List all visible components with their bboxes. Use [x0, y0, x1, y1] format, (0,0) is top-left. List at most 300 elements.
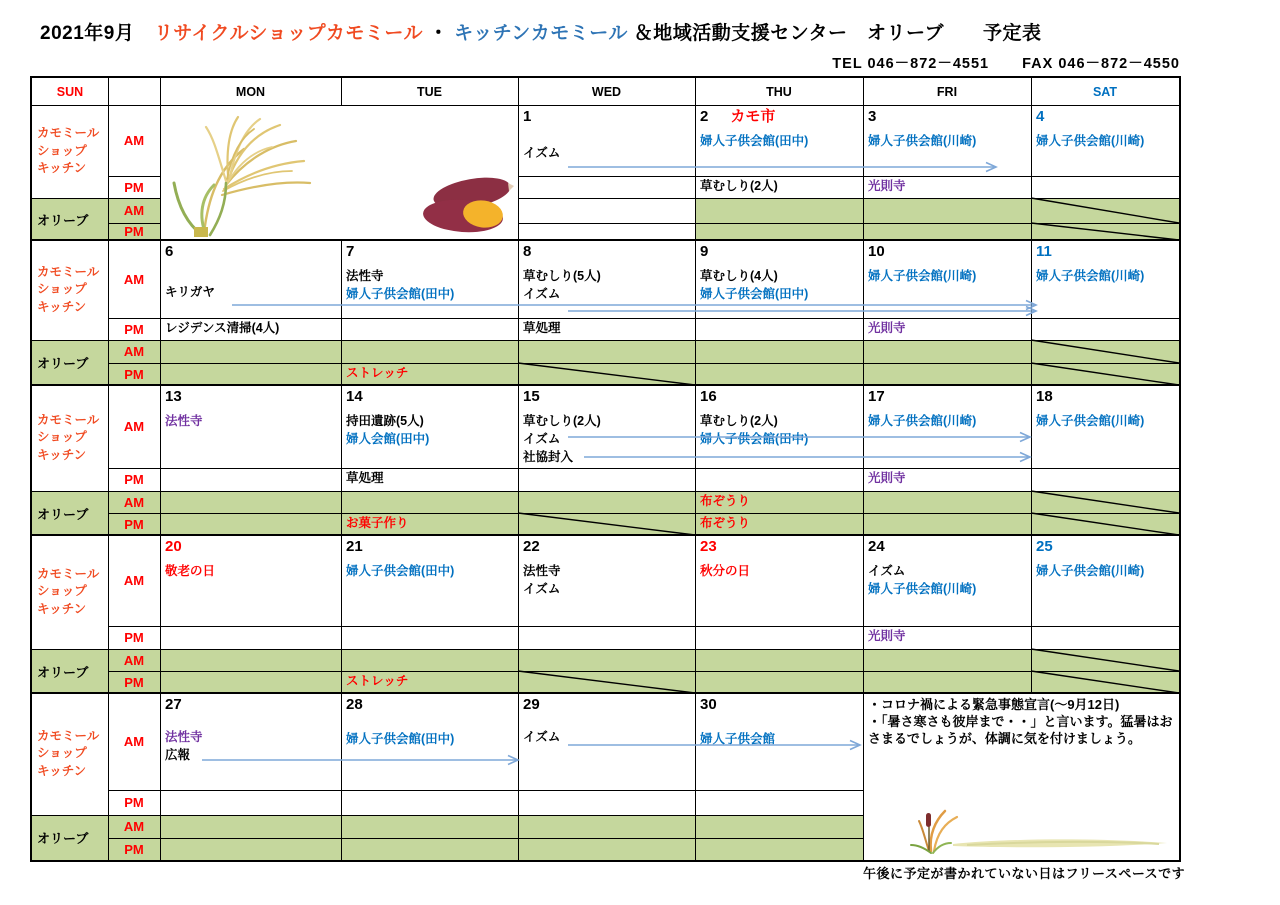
pm-label-cell: PM	[124, 321, 144, 337]
olive-am-cell	[341, 815, 518, 838]
olive-am-label-cell: AM	[108, 815, 160, 838]
olive-pm-cell	[341, 838, 518, 860]
date-number	[518, 105, 695, 126]
date-value: 28	[346, 696, 363, 713]
shop-label-line: カモミール	[37, 728, 100, 743]
event-text: イズム	[523, 432, 561, 446]
grid-line	[32, 649, 160, 650]
event-text: 法性寺	[523, 564, 561, 578]
grid-line	[160, 78, 161, 860]
event-text: 敬老の日	[165, 564, 216, 578]
day-header-cell: MON	[235, 84, 266, 99]
olive-pm-cell	[695, 838, 863, 860]
day-am-cell	[518, 535, 695, 626]
event-text: イズム	[523, 146, 561, 160]
event-text: 婦人子供会館(川崎)	[868, 134, 977, 148]
event-text: 婦人子供会館(川崎)	[868, 582, 977, 596]
grid-line	[160, 626, 1179, 627]
day-am-cell	[160, 385, 341, 468]
date-number	[1031, 535, 1179, 556]
footnote: 午後に予定が書かれていない日はフリースペースです	[863, 866, 1186, 881]
date-value: 1	[523, 108, 532, 125]
day-am-cell	[1031, 240, 1179, 318]
date-value: 6	[165, 243, 174, 260]
grid-line	[160, 513, 1179, 514]
note-line: ・「暑さ寒さも彼岸まで・・」と言います。猛暑はおさまるでしょうが、体調に気を付けましょう。	[868, 714, 1173, 747]
am-label-cell: AM	[123, 133, 145, 148]
event-text: 婦人会館(田中)	[346, 432, 430, 446]
date-value: 15	[523, 388, 540, 405]
date-value: 22	[523, 538, 540, 555]
day-am-cell	[695, 693, 863, 790]
event-text: 広報	[165, 748, 191, 762]
grid-line	[32, 239, 1179, 241]
olive-am-cell	[160, 649, 341, 671]
grid-line	[108, 626, 160, 627]
grid-line	[160, 363, 1179, 364]
grid-line	[341, 78, 342, 105]
event-text: 布ぞうり	[700, 494, 751, 508]
contact-line	[832, 52, 1180, 73]
date-number	[341, 240, 518, 261]
event-text: 光則寺	[868, 179, 906, 193]
olive-am-cell	[695, 649, 863, 671]
date-number	[695, 105, 863, 126]
shop-label-line: キッチン	[37, 763, 87, 778]
pm-label-cell: PM	[124, 179, 144, 195]
day-am-cell	[160, 693, 341, 790]
olive-label-cell: オリーブ	[32, 649, 108, 693]
tel-number: TEL 046－872－4551	[832, 56, 990, 72]
grid-line	[108, 513, 160, 514]
olive-am-label-cell: AM	[108, 198, 160, 223]
event-text: 社協封入	[523, 450, 574, 464]
day-pm-cell	[695, 626, 863, 649]
susuki-grass-illustration	[168, 111, 336, 237]
grid-line	[160, 468, 1179, 469]
date-number	[863, 385, 1031, 406]
date-value: 24	[868, 538, 885, 555]
event-text: 婦人子供会館(川崎)	[868, 414, 977, 428]
day-pm-cell	[1031, 468, 1179, 491]
event-text: 婦人子供会館(田中)	[700, 432, 809, 446]
day-pm-cell	[695, 790, 863, 815]
title-separator: ・	[428, 23, 449, 44]
olive-am-cell	[341, 491, 518, 513]
grid-line	[108, 468, 160, 469]
date-value: 29	[523, 696, 540, 713]
grid-line	[32, 815, 160, 816]
note-cell	[863, 693, 1179, 860]
event-text: 婦人子供会館(川崎)	[1036, 564, 1145, 578]
date-value: 16	[700, 388, 717, 405]
grid-line	[32, 534, 1179, 536]
susuki-small-illustration	[901, 801, 1173, 856]
day-header-cell: THU	[766, 84, 792, 99]
am-label-cell: AM	[123, 734, 145, 749]
day-pm-cell	[1031, 318, 1179, 340]
header-blank-cell	[108, 78, 160, 105]
olive-label-cell: オリーブ	[32, 340, 108, 385]
day-am-cell	[863, 385, 1031, 468]
olive-pm-cell	[518, 223, 695, 240]
day-pm-cell	[863, 468, 1031, 491]
grid-line	[160, 815, 863, 816]
olive-pm-cell	[341, 513, 518, 535]
olive-am-cell	[1031, 198, 1179, 223]
grid-line	[160, 790, 863, 791]
olive-pm-cell	[518, 363, 695, 385]
olive-am-cell	[695, 491, 863, 513]
date-number	[160, 535, 341, 556]
day-pm-cell	[160, 318, 341, 340]
olive-am-cell	[518, 491, 695, 513]
olive-am-cell	[518, 340, 695, 363]
date-number	[160, 385, 341, 406]
date-number	[695, 535, 863, 556]
olive-am-cell	[160, 815, 341, 838]
shop-label-line: ショップ	[37, 143, 87, 158]
event-text: 草むしり(5人)	[523, 269, 601, 283]
olive-pm-cell	[1031, 513, 1179, 535]
date-value: 3	[868, 108, 877, 125]
olive-label-cell: オリーブ	[32, 198, 108, 240]
day-pm-cell	[518, 318, 695, 340]
day-pm-cell	[518, 626, 695, 649]
olive-am-label-cell: AM	[108, 491, 160, 513]
event-text: イズム	[868, 564, 906, 578]
event-text: イズム	[523, 287, 561, 301]
olive-pm-cell	[695, 363, 863, 385]
event-text: 婦人子供会館(田中)	[346, 732, 455, 746]
day-pm-cell	[1031, 626, 1179, 649]
day-am-cell	[863, 240, 1031, 318]
grid-line	[160, 318, 1179, 319]
date-value: 23	[700, 538, 717, 555]
shop-label-cell	[32, 240, 108, 340]
olive-pm-label-cell: PM	[108, 363, 160, 385]
day-pm-cell	[160, 626, 341, 649]
event-text: 婦人子供会館(川崎)	[1036, 134, 1145, 148]
day-am-cell	[341, 385, 518, 468]
event-text: 婦人子供会館(田中)	[700, 134, 809, 148]
event-text: 草処理	[523, 321, 561, 335]
shop-label-line: ショップ	[37, 430, 87, 445]
olive-am-cell	[863, 340, 1031, 363]
olive-pm-cell	[695, 223, 863, 240]
grid-line	[341, 240, 342, 860]
olive-am-cell	[1031, 491, 1179, 513]
pm-label-cell: PM	[124, 630, 144, 645]
event-text: キリガヤ	[165, 285, 215, 299]
olive-pm-cell	[1031, 363, 1179, 385]
date-number	[863, 535, 1031, 556]
grid-line	[108, 363, 160, 364]
note-text	[863, 693, 1179, 747]
olive-label-cell: オリーブ	[32, 815, 108, 860]
note-line: ・コロナ禍による緊急事態宣言(～9月12日)	[868, 697, 1120, 712]
olive-am-cell	[341, 649, 518, 671]
grid-line	[32, 384, 1179, 386]
olive-pm-cell	[160, 671, 341, 693]
date-value: 2	[700, 108, 709, 125]
date-number	[160, 693, 341, 714]
event-text: 草むしり(2人)	[700, 414, 778, 428]
date-value: 21	[346, 538, 363, 555]
shop-label-line: ショップ	[37, 584, 87, 599]
day-header-cell: WED	[591, 84, 622, 99]
calendar-table	[30, 76, 1181, 862]
date-number	[1031, 385, 1179, 406]
grid-line	[32, 491, 160, 492]
event-text: 婦人子供会館(田中)	[700, 287, 809, 301]
day-am-cell	[695, 240, 863, 318]
olive-am-cell	[695, 815, 863, 838]
olive-label-cell: オリーブ	[32, 491, 108, 535]
day-am-cell	[518, 240, 695, 318]
day-pm-cell	[341, 468, 518, 491]
pm-label-cell: PM	[124, 795, 144, 810]
day-am-cell	[518, 385, 695, 468]
olive-am-cell	[160, 340, 341, 363]
date-value: 4	[1036, 108, 1045, 125]
event-text: 秋分の日	[700, 564, 751, 578]
date-note: カモ市	[730, 108, 776, 125]
day-pm-cell	[863, 626, 1031, 649]
date-number	[863, 240, 1031, 261]
olive-pm-cell	[341, 671, 518, 693]
olive-pm-cell	[1031, 223, 1179, 240]
day-pm-cell	[518, 790, 695, 815]
pm-label-cell: PM	[124, 472, 144, 487]
olive-pm-cell	[695, 671, 863, 693]
olive-am-cell	[1031, 340, 1179, 363]
event-text: 婦人子供会館	[700, 732, 776, 746]
olive-pm-cell	[695, 513, 863, 535]
day-pm-cell	[160, 790, 341, 815]
event-text: イズム	[523, 730, 561, 744]
olive-am-cell	[518, 815, 695, 838]
grid-line	[518, 223, 1179, 224]
event-text: 婦人子供会館(川崎)	[868, 269, 977, 283]
olive-pm-label-cell: PM	[108, 513, 160, 535]
grid-line	[160, 491, 1179, 492]
olive-pm-label-cell: PM	[108, 838, 160, 860]
event-text: お菓子作り	[346, 516, 409, 530]
date-value: 11	[1036, 243, 1052, 260]
merged-image-cell	[160, 105, 518, 240]
date-value: 10	[868, 243, 885, 260]
day-am-cell	[1031, 385, 1179, 468]
date-number	[160, 240, 341, 261]
grid-line	[108, 671, 160, 672]
event-text: 草むしり(2人)	[523, 414, 601, 428]
olive-pm-label-cell: PM	[108, 223, 160, 240]
shop-label-line: キッチン	[37, 447, 87, 462]
grid-line	[108, 318, 160, 319]
date-number	[695, 385, 863, 406]
day-am-cell	[160, 535, 341, 626]
day-pm-cell	[518, 176, 695, 198]
olive-am-cell	[341, 340, 518, 363]
title-shop-name: リサイクルショップカモミール	[154, 23, 424, 44]
grid-line	[160, 838, 863, 839]
event-text: 婦人子供会館(田中)	[346, 564, 455, 578]
event-text: 草むしり(4人)	[700, 269, 778, 283]
date-value: 7	[346, 243, 355, 260]
olive-pm-cell	[863, 671, 1031, 693]
date-number	[1031, 240, 1179, 261]
olive-pm-cell	[863, 363, 1031, 385]
olive-pm-cell	[518, 838, 695, 860]
grid-line	[518, 198, 1179, 199]
day-header-cell: SUN	[56, 84, 84, 99]
grid-line	[32, 340, 160, 341]
shop-label-cell	[32, 693, 108, 815]
am-label-cell: AM	[123, 573, 145, 588]
fax-number: FAX 046－872－4550	[1022, 56, 1180, 72]
olive-pm-cell	[1031, 671, 1179, 693]
day-am-cell	[863, 105, 1031, 176]
event-text: 法性寺	[346, 269, 384, 283]
date-value: 17	[868, 388, 885, 405]
olive-am-cell	[863, 491, 1031, 513]
shop-label-line: ショップ	[37, 282, 87, 297]
olive-am-cell	[1031, 649, 1179, 671]
event-text: 持田遺跡(5人)	[346, 414, 424, 428]
date-value: 25	[1036, 538, 1053, 555]
grid-line	[160, 340, 1179, 341]
olive-am-cell	[695, 198, 863, 223]
grid-line	[108, 838, 160, 839]
event-text: 婦人子供会館(川崎)	[1036, 269, 1145, 283]
day-header-cell: TUE	[417, 84, 442, 99]
olive-am-cell	[518, 198, 695, 223]
olive-pm-cell	[518, 671, 695, 693]
day-am-cell	[695, 105, 863, 176]
olive-am-cell	[160, 491, 341, 513]
sweet-potato-illustration	[422, 171, 514, 237]
olive-pm-cell	[518, 513, 695, 535]
olive-pm-cell	[863, 223, 1031, 240]
event-text: 光則寺	[868, 321, 906, 335]
date-number	[1031, 105, 1179, 126]
event-text: ストレッチ	[346, 366, 409, 380]
grid-line	[518, 78, 519, 860]
date-number	[341, 385, 518, 406]
event-text: 草処理	[346, 471, 384, 485]
shop-label-line: カモミール	[37, 126, 100, 141]
date-number	[518, 693, 695, 714]
date-value: 20	[165, 538, 182, 555]
date-value: 27	[165, 696, 182, 713]
date-value: 9	[700, 243, 709, 260]
day-pm-cell	[863, 176, 1031, 198]
grid-line	[108, 223, 160, 224]
grid-line	[108, 78, 109, 860]
shop-label-line: カモミール	[37, 264, 100, 279]
day-header-cell: FRI	[936, 84, 958, 99]
date-number	[518, 240, 695, 261]
date-number	[341, 535, 518, 556]
day-am-cell	[1031, 535, 1179, 626]
title-tail: ＆地域活動支援センター オリーブ 予定表	[633, 23, 1042, 44]
olive-pm-label-cell: PM	[108, 671, 160, 693]
olive-am-label-cell: AM	[108, 649, 160, 671]
event-text: 布ぞうり	[700, 516, 751, 530]
day-am-cell	[518, 693, 695, 790]
shop-label-line: キッチン	[37, 161, 87, 176]
am-label-cell: AM	[123, 271, 145, 287]
grid-line	[695, 78, 696, 860]
shop-label-cell	[32, 535, 108, 649]
grid-line	[32, 692, 1179, 694]
day-am-cell	[518, 105, 695, 176]
day-header-cell: SAT	[1092, 84, 1118, 99]
date-value: 8	[523, 243, 532, 260]
shop-label-line: ショップ	[37, 746, 87, 761]
grid-line	[518, 176, 1179, 177]
olive-pm-cell	[160, 513, 341, 535]
day-am-cell	[341, 240, 518, 318]
olive-pm-cell	[160, 363, 341, 385]
day-am-cell	[695, 385, 863, 468]
page-title	[40, 18, 1042, 45]
title-month: 2021年9月	[40, 23, 135, 44]
olive-am-cell	[695, 340, 863, 363]
day-pm-cell	[341, 790, 518, 815]
day-am-cell	[863, 535, 1031, 626]
day-am-cell	[695, 535, 863, 626]
event-text: 婦人子供会館(川崎)	[1036, 414, 1145, 428]
shop-label-cell	[32, 385, 108, 491]
grid-line	[32, 198, 160, 199]
day-am-cell	[341, 535, 518, 626]
shop-label-line: カモミール	[37, 412, 100, 427]
event-text: 草むしり(2人)	[700, 179, 778, 193]
olive-pm-cell	[863, 513, 1031, 535]
grid-line	[108, 176, 160, 177]
day-am-cell	[341, 693, 518, 790]
grid-line	[108, 790, 160, 791]
day-pm-cell	[518, 468, 695, 491]
date-number	[341, 693, 518, 714]
grid-line	[32, 105, 1179, 106]
olive-pm-cell	[341, 363, 518, 385]
day-pm-cell	[341, 318, 518, 340]
grid-line	[160, 671, 1179, 672]
olive-pm-cell	[160, 838, 341, 860]
event-text: 法性寺	[165, 414, 203, 428]
shop-label-cell	[32, 105, 108, 198]
olive-am-cell	[518, 649, 695, 671]
day-pm-cell	[160, 468, 341, 491]
shop-label-line: キッチン	[37, 299, 87, 314]
grid-line	[160, 649, 1179, 650]
date-value: 18	[1036, 388, 1053, 405]
title-kitchen-name: キッチンカモミール	[454, 23, 628, 44]
shop-label-line: カモミール	[37, 566, 100, 581]
shop-label-line: キッチン	[37, 601, 87, 616]
date-number	[863, 105, 1031, 126]
date-value: 13	[165, 388, 182, 405]
olive-am-cell	[863, 649, 1031, 671]
date-value: 14	[346, 388, 363, 405]
event-text: レジデンス清掃(4人)	[165, 321, 280, 335]
date-number	[518, 535, 695, 556]
olive-am-cell	[863, 198, 1031, 223]
date-number	[695, 240, 863, 261]
